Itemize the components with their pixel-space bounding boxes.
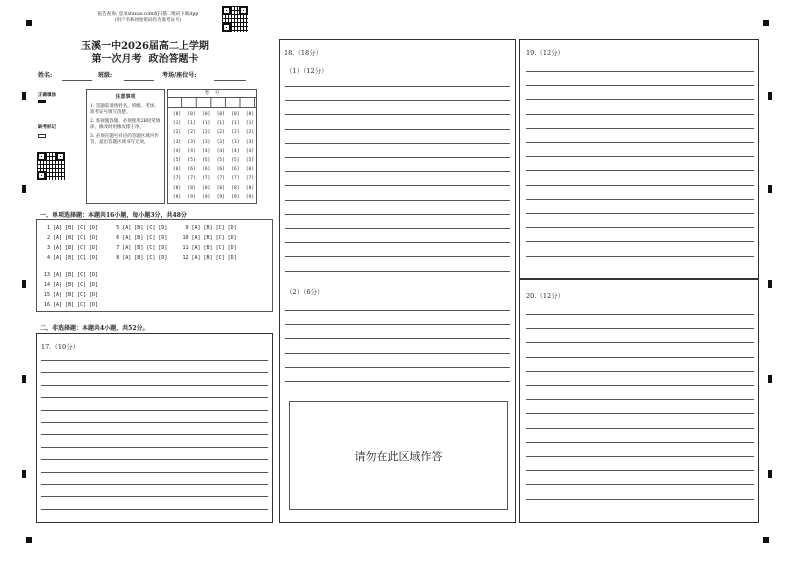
notice-item-1: 1. 答题前请将姓名、班级、考场、准考证号填写清楚。 xyxy=(90,104,159,115)
exam-number-column[interactable] xyxy=(170,110,184,202)
timing-mark xyxy=(768,185,772,193)
answer-line[interactable] xyxy=(285,353,510,354)
answer-line[interactable] xyxy=(285,143,510,144)
notice-item-3: 3. 必须在题号对应的答题区域内作答，超出答题区域书写无效。 xyxy=(90,134,159,145)
timing-mark xyxy=(22,470,26,478)
answer-line[interactable] xyxy=(285,100,510,101)
answer-line[interactable] xyxy=(285,157,510,158)
school-term-title: 玉溪一中2026届高二上学期 xyxy=(81,41,209,52)
q17-title: 17.（10分） xyxy=(41,343,80,351)
exam-number-bubble[interactable]: [1] xyxy=(172,121,182,127)
exam-number-bubble[interactable]: [5] xyxy=(216,157,225,163)
class-label: 班级: xyxy=(98,72,113,79)
exam-number-bubble[interactable]: [6] xyxy=(216,167,225,173)
answer-line[interactable] xyxy=(526,142,754,143)
answer-line[interactable] xyxy=(526,385,754,386)
answer-line[interactable] xyxy=(41,459,268,460)
answer-line[interactable] xyxy=(526,456,754,457)
exam-number-bubble[interactable]: [4] xyxy=(172,148,182,154)
exam-number-column[interactable] xyxy=(185,110,199,202)
answer-line[interactable] xyxy=(526,156,754,157)
exam-number-bubble[interactable]: [0] xyxy=(216,112,225,117)
exam-number-bubble[interactable]: [7] xyxy=(245,176,255,182)
exam-number-bubble[interactable]: [3] xyxy=(187,139,196,145)
answer-line[interactable] xyxy=(526,357,754,358)
answer-line[interactable] xyxy=(285,228,510,229)
notice-item-2: 2. 客观题答题，必须使用2B铅笔填涂，修改时用橡皮擦干净。 xyxy=(90,119,161,130)
timing-mark xyxy=(22,92,26,100)
answer-line[interactable] xyxy=(285,129,510,130)
answer-line[interactable] xyxy=(526,442,754,443)
answer-line[interactable] xyxy=(526,227,754,228)
answer-line[interactable] xyxy=(41,496,268,497)
exam-number-bubble[interactable]: [1] xyxy=(245,121,255,127)
answer-line[interactable] xyxy=(285,242,510,243)
exam-number-bubble[interactable]: [1] xyxy=(202,121,211,127)
notice-box xyxy=(86,89,165,204)
exam-number-bubble[interactable]: [8] xyxy=(231,185,240,191)
absent-mark-label: 缺考标记 xyxy=(38,125,56,130)
download-info xyxy=(78,12,218,24)
q18-title: 18.（18分） xyxy=(284,49,323,57)
download-line-2: (用户名和初始密码均为准考证号) xyxy=(114,18,182,23)
exam-number-bubble[interactable]: [6] xyxy=(187,167,196,173)
mc-answer-area xyxy=(36,219,273,312)
timing-mark xyxy=(26,537,32,543)
answer-line[interactable] xyxy=(526,499,754,500)
correct-fill-sample xyxy=(38,100,46,103)
exam-number-column[interactable] xyxy=(243,110,257,202)
answer-line[interactable] xyxy=(526,99,754,100)
exam-number-bubble[interactable]: [4] xyxy=(231,148,240,154)
exam-number-bubble[interactable]: [2] xyxy=(172,130,182,136)
timing-mark xyxy=(22,280,26,288)
answer-line[interactable] xyxy=(285,171,510,172)
exam-number-bubble[interactable]: [3] xyxy=(231,139,240,145)
timing-mark xyxy=(763,537,769,543)
student-qr-code-icon xyxy=(37,152,65,180)
exam-number-bubble[interactable]: [2] xyxy=(216,130,225,136)
exam-number-bubble[interactable]: [9] xyxy=(187,194,196,200)
no-answer-zone-text: 请勿在此区域作答 xyxy=(354,450,443,463)
answer-line[interactable] xyxy=(41,509,268,510)
answer-line[interactable] xyxy=(41,472,268,473)
exam-number-bubble[interactable]: [4] xyxy=(202,148,211,154)
mc-row[interactable]: 16 [A] [B] [C] [D] xyxy=(44,302,99,308)
timing-mark xyxy=(22,375,26,383)
exam-number-bubble[interactable]: [7] xyxy=(202,176,211,182)
answer-line[interactable] xyxy=(41,434,268,435)
section1-title: 一、单项选择题：本题共16小题，每小题3分，共48分 xyxy=(40,212,187,219)
exam-number-bubble[interactable]: [9] xyxy=(202,194,211,200)
exam-number-bubble[interactable]: [7] xyxy=(231,176,240,182)
exam-number-bubble[interactable]: [3] xyxy=(216,139,225,145)
class-field[interactable] xyxy=(124,80,154,81)
answer-line[interactable] xyxy=(41,447,268,448)
answer-line[interactable] xyxy=(285,310,510,311)
exam-number-bubble[interactable]: [9] xyxy=(245,194,255,200)
mc-row[interactable]: 2 [A] [B] [C] [D] 6 [A] [B] [C] [D] 10 [A] [B] [C] [D] xyxy=(47,235,237,241)
answer-line[interactable] xyxy=(526,413,754,414)
answer-line[interactable] xyxy=(526,185,754,186)
answer-line[interactable] xyxy=(526,71,754,72)
answer-line[interactable] xyxy=(526,314,754,315)
timing-mark xyxy=(768,375,772,383)
no-answer-zone xyxy=(289,401,508,510)
answer-line[interactable] xyxy=(285,338,510,339)
exam-number-write-row[interactable] xyxy=(168,98,256,108)
exam-number-column[interactable] xyxy=(228,110,242,202)
exam-number-bubble[interactable]: [8] xyxy=(202,185,211,191)
answer-line[interactable] xyxy=(526,199,754,200)
answer-line[interactable] xyxy=(41,360,268,361)
exam-number-bubble[interactable]: [5] xyxy=(245,157,255,163)
exam-number-bubbles[interactable] xyxy=(168,110,256,205)
q18-part1-title: （1）（12分） xyxy=(286,67,328,75)
timing-mark xyxy=(768,92,772,100)
exam-number-bubble[interactable]: [7] xyxy=(172,176,182,182)
q19-title: 19.（12分） xyxy=(526,49,565,57)
exam-number-bubble[interactable]: [6] xyxy=(172,167,182,173)
exam-number-bubble[interactable]: [1] xyxy=(231,121,240,127)
timing-mark xyxy=(22,185,26,193)
exam-number-bubble[interactable]: [2] xyxy=(202,130,211,136)
answer-line[interactable] xyxy=(41,372,268,373)
exam-number-bubble[interactable]: [3] xyxy=(202,139,211,145)
answer-line[interactable] xyxy=(526,428,754,429)
exam-number-bubble[interactable]: [6] xyxy=(231,167,240,173)
answer-line[interactable] xyxy=(41,397,268,398)
qr-code-icon xyxy=(222,6,248,32)
answer-line[interactable] xyxy=(526,342,754,343)
exam-number-bubble[interactable]: [8] xyxy=(216,185,225,191)
q20-title: 20.（12分） xyxy=(526,292,565,300)
exam-number-bubble[interactable]: [0] xyxy=(245,112,255,117)
exam-number-bubble[interactable]: [6] xyxy=(245,167,255,173)
absent-mark-box[interactable] xyxy=(38,134,46,138)
exam-number-bubble[interactable]: [0] xyxy=(231,112,240,117)
answer-line[interactable] xyxy=(526,470,754,471)
answer-line[interactable] xyxy=(285,114,510,115)
exam-number-bubble[interactable]: [9] xyxy=(231,194,240,200)
answer-line[interactable] xyxy=(526,114,754,115)
answer-line[interactable] xyxy=(41,422,268,423)
exam-number-bubble[interactable]: [9] xyxy=(216,194,225,200)
exam-number-column[interactable] xyxy=(214,110,228,202)
answer-line[interactable] xyxy=(285,381,510,382)
exam-number-bubble[interactable]: [2] xyxy=(245,130,255,136)
exam-number-bubble[interactable]: [4] xyxy=(187,148,196,154)
mc-row[interactable]: 13 [A] [B] [C] [D] xyxy=(44,272,99,278)
exam-number-bubble[interactable]: [2] xyxy=(187,130,196,136)
exam-number-bubble[interactable]: [6] xyxy=(202,167,211,173)
answer-line[interactable] xyxy=(41,484,268,485)
section2-title: 二、非选择题：本题共4小题，共52分。 xyxy=(40,325,149,332)
exam-number-bubble[interactable]: [5] xyxy=(187,157,196,163)
answer-line[interactable] xyxy=(526,213,754,214)
mc-row[interactable]: 15 [A] [B] [C] [D] xyxy=(44,292,99,298)
answer-line[interactable] xyxy=(285,200,510,201)
answer-line[interactable] xyxy=(526,484,754,485)
timing-mark xyxy=(26,20,32,26)
exam-number-bubble[interactable]: [0] xyxy=(172,112,182,117)
exam-number-bubble[interactable]: [5] xyxy=(231,157,240,163)
exam-number-bubble[interactable]: [8] xyxy=(245,185,255,191)
exam-number-bubble[interactable]: [4] xyxy=(245,148,255,154)
seat-field[interactable] xyxy=(214,80,246,81)
exam-number-bubble[interactable]: [9] xyxy=(172,194,182,200)
answer-line[interactable] xyxy=(41,410,268,411)
answer-line[interactable] xyxy=(526,399,754,400)
exam-number-column[interactable] xyxy=(199,110,213,202)
seat-label: 考场/座位号: xyxy=(162,72,197,79)
answer-line[interactable] xyxy=(285,185,510,186)
exam-number-bubble[interactable]: [8] xyxy=(187,185,196,191)
exam-number-bubble[interactable]: [0] xyxy=(187,112,196,117)
exam-number-bubble[interactable]: [4] xyxy=(216,148,225,154)
exam-number-bubble[interactable]: [2] xyxy=(231,130,240,136)
q20-answer-box xyxy=(519,279,759,523)
q18-part2-title: （2）（6分） xyxy=(286,288,324,296)
exam-number-bubble[interactable]: [3] xyxy=(245,139,255,145)
download-line-1: 报告查询: 登录shixuo.com或扫描二维码下载App xyxy=(97,12,199,17)
timing-mark xyxy=(768,470,772,478)
answer-line[interactable] xyxy=(526,371,754,372)
answer-line[interactable] xyxy=(526,328,754,329)
mc-row[interactable]: 4 [A] [B] [C] [D] 8 [A] [B] [C] [D] 12 [A] [B] [C] [D] xyxy=(47,255,237,261)
exam-number-bubble[interactable]: [7] xyxy=(187,176,196,182)
exam-number-bubble[interactable]: [0] xyxy=(202,112,211,117)
answer-line[interactable] xyxy=(285,86,510,87)
q19-answer-box xyxy=(519,39,759,279)
answer-line[interactable] xyxy=(526,128,754,129)
exam-number-grid xyxy=(167,89,257,204)
mc-row[interactable]: 3 [A] [B] [C] [D] 7 [A] [B] [C] [D] 11 [A] [B] [C] [D] xyxy=(47,245,237,251)
answer-line[interactable] xyxy=(526,170,754,171)
answer-line[interactable] xyxy=(526,85,754,86)
q17-answer-box xyxy=(36,333,273,523)
timing-mark xyxy=(763,20,769,26)
exam-title: 第一次月考 政治答题卡 xyxy=(91,54,199,65)
name-field[interactable] xyxy=(62,80,92,81)
answer-line[interactable] xyxy=(285,324,510,325)
notice-title: 注意事项 xyxy=(115,94,136,100)
timing-mark xyxy=(768,280,772,288)
exam-number-bubble[interactable]: [5] xyxy=(172,157,182,163)
exam-number-bubble[interactable]: [8] xyxy=(172,185,182,191)
correct-fill-label: 正确填涂 xyxy=(38,93,56,98)
exam-number-bubble[interactable]: [5] xyxy=(202,157,211,163)
answer-line[interactable] xyxy=(285,214,510,215)
answer-line[interactable] xyxy=(526,256,754,257)
answer-line[interactable] xyxy=(285,367,510,368)
answer-line[interactable] xyxy=(526,241,754,242)
mc-row[interactable]: 1 [A] [B] [C] [D] 5 [A] [B] [C] [D] 9 [A] [B] [C] [D] xyxy=(47,225,237,231)
exam-number-bubble[interactable]: [3] xyxy=(172,139,182,145)
exam-number-label: 考 号 xyxy=(168,90,256,98)
exam-number-bubble[interactable]: [7] xyxy=(216,176,225,182)
exam-number-bubble[interactable]: [1] xyxy=(216,121,225,127)
name-label: 姓名: xyxy=(38,72,53,79)
exam-number-bubble[interactable]: [1] xyxy=(187,121,196,127)
answer-line[interactable] xyxy=(41,385,268,386)
mc-row[interactable]: 14 [A] [B] [C] [D] xyxy=(44,282,99,288)
answer-line[interactable] xyxy=(285,271,510,272)
answer-line[interactable] xyxy=(285,256,510,257)
q18-answer-box xyxy=(279,39,516,523)
